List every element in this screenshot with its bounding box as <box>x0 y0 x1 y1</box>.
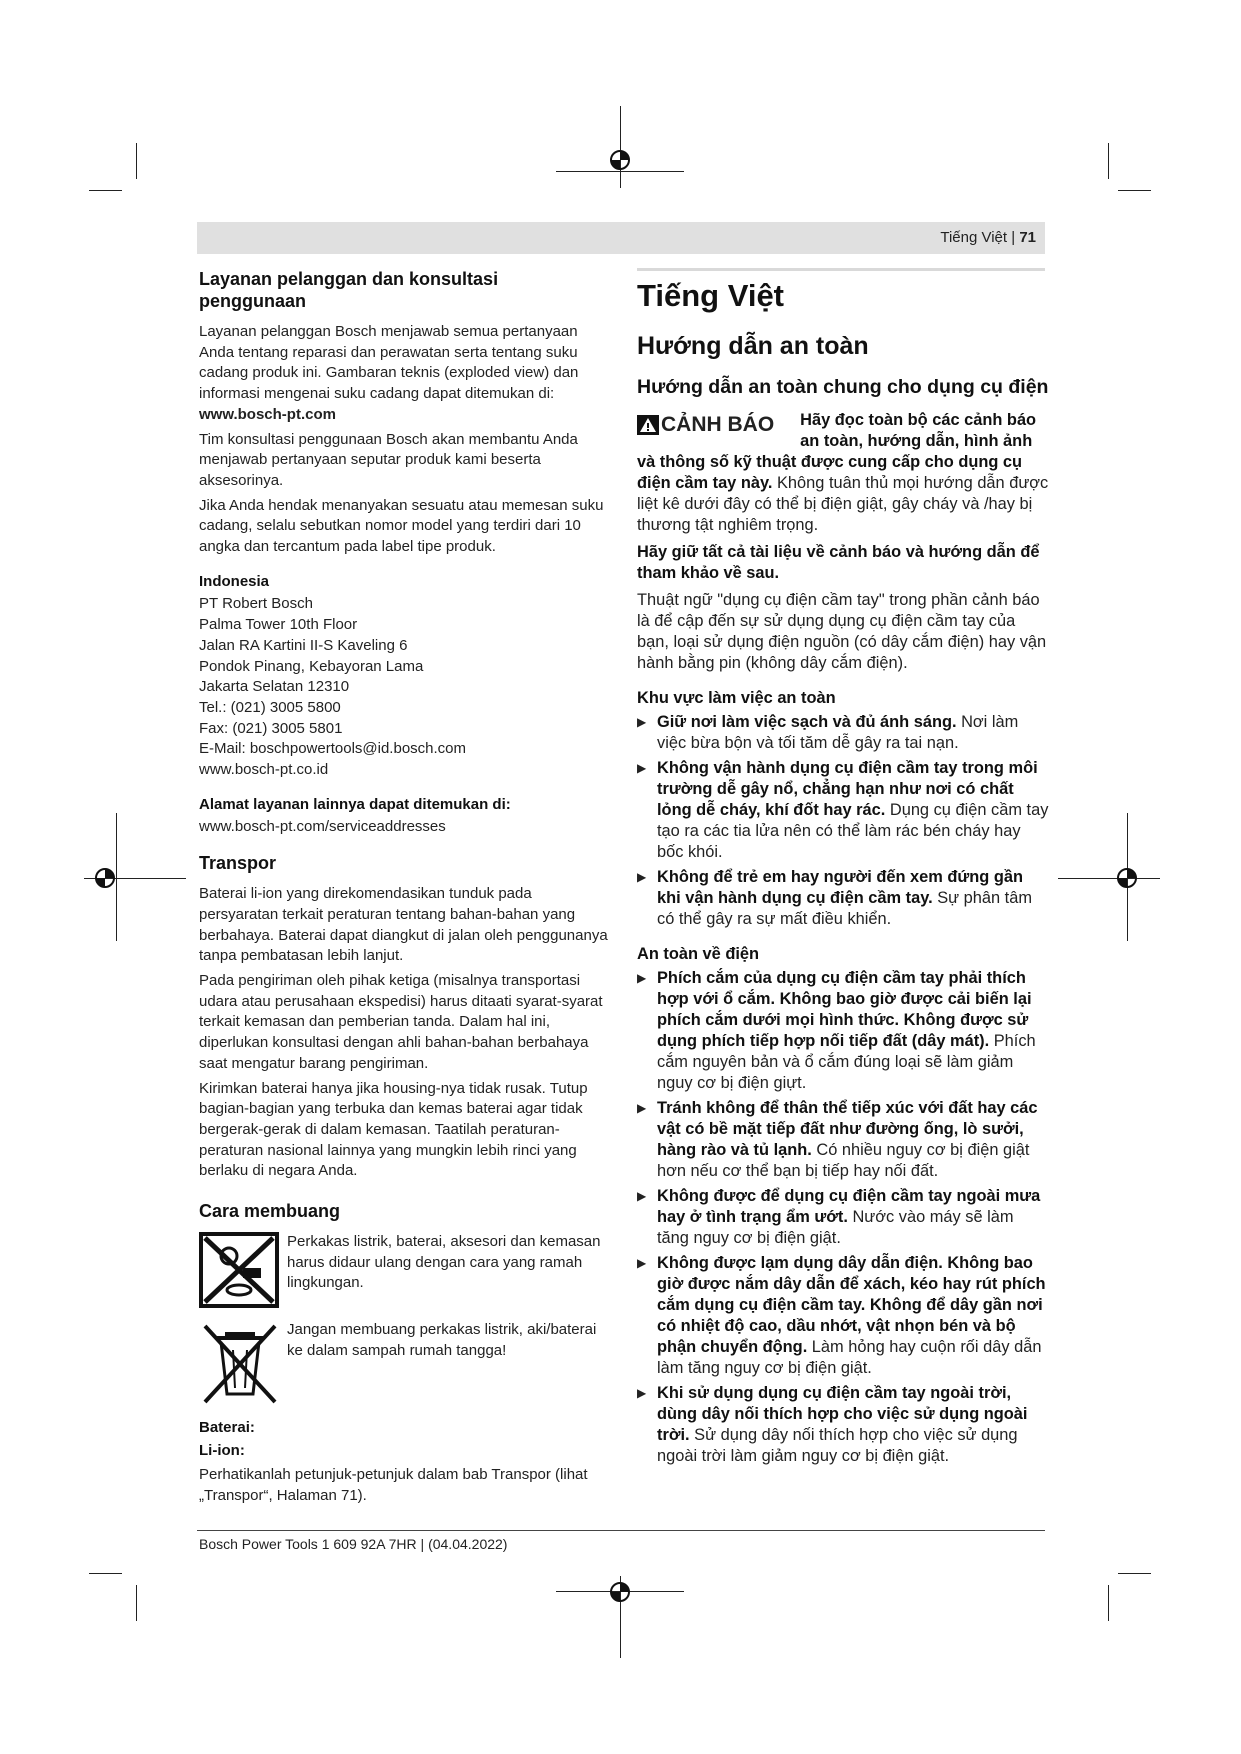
general-safety-heading: Hướng dẫn an toàn chung cho dụng cụ điện <box>637 376 1049 398</box>
footer-rule <box>197 1530 1045 1531</box>
registration-target-icon <box>92 865 118 891</box>
battery-label: Baterai: <box>199 1419 255 1437</box>
recycle-text: Perkakas listrik, baterai, aksesori dan kemasan harus didaur ulang dengan cara yang ramah lingkungan. <box>287 1233 601 1292</box>
registration-target-icon <box>607 147 633 173</box>
address-line: E-Mail: boschpowertools@id.bosch.com <box>199 740 467 758</box>
address-line: Fax: (021) 3005 5801 <box>199 719 343 737</box>
service-paragraph: Jika Anda hendak menanyakan sesuatu atau memesan suku cadang, selalu sebutkan nomor model yang terdiri dari 10 angka dan tercantum pada label tipe produk. <box>199 496 604 556</box>
list-item: ▶ Giữ nơi làm việc sạch và đủ ánh sáng. Nơi làm việc bừa bộn và tối tăm dễ gây ra tai nạn. <box>637 712 1049 754</box>
electrical-heading: An toàn về điện <box>637 945 760 963</box>
warning-triangle-icon <box>637 415 659 435</box>
page-footer: Bosch Power Tools 1 609 92A 7HR | (04.04.2022) <box>199 1536 508 1552</box>
transport-note: Perhatikanlah petunjuk-petunjuk dalam bab Transpor (lihat „Transpor“, Halaman 71). <box>199 1466 588 1505</box>
other-addresses-url[interactable]: www.bosch-pt.com/serviceaddresses <box>199 818 446 836</box>
bin-notice <box>199 1320 609 1408</box>
work-area-list <box>637 712 1049 930</box>
warning-label: CẢNH BÁO <box>637 414 774 435</box>
registration-target-icon <box>1114 865 1140 891</box>
title-rule <box>637 268 1045 271</box>
keep-docs: Hãy giữ tất cả tài liệu về cảnh báo và hướng dẫn để tham khảo về sau. <box>637 543 1040 582</box>
list-item: ▶ Khi sử dụng dụng cụ điện cầm tay ngoài trời, dùng dây nối thích hợp cho việc sử dụng ngoài trời. Sử dụng dây nối thích hợp cho việc sử dụng ngoài trời làm giảm nguy cơ bị điện giật. <box>637 1383 1049 1467</box>
address-line: Pondok Pinang, Kebayoran Lama <box>199 657 424 675</box>
list-item: ▶ Không được lạm dụng dây dẫn điện. Không bao giờ được nắm dây dẫn để xách, kéo hay rút phích cắm dụng cụ điện cầm tay. Không để dây gần nơi có nhiệt độ cao, dầu nhớt, vật nhọn bén và bộ phận chuyển động. Làm hỏng hay cuộn rối dây dẫn làm tăng nguy cơ bị điện giật. <box>637 1253 1049 1379</box>
service-url[interactable]: www.bosch-pt.com <box>199 405 336 423</box>
right-column <box>637 268 1049 1471</box>
crop-mark <box>1058 878 1160 879</box>
warning-bold: Hãy đọc toàn bộ các cảnh báo an toàn, hướng dẫn, hình ảnh và thông số kỹ thuật được cung cấp cho dụng cụ điện cầm tay này. <box>637 411 1037 492</box>
transport-paragraph: Kirimkan baterai hanya jika housing-nya tidak rusak. Tutup bagian-bagian yang terbuka dan kemas baterai agar tidak bergerak-gerak di dalam kemasan. Taatilah peraturan-peraturan nasional lainnya yang mungkin lebih rinci yang berlaku di negara Anda. <box>199 1079 588 1180</box>
other-addresses-label: Alamat layanan lainnya dapat ditemukan di: <box>199 795 511 813</box>
page-header: Tiếng Việt | 71 <box>940 229 1036 246</box>
term-definition: Thuật ngữ "dụng cụ điện cầm tay" trong phần cảnh báo là để cập đến sự sử dụng dụng cụ điện cầm tay của bạn, loại sử dụng điện nguồn (có dây cắm điện) hay vận hành bằng pin (không dây cắm điện). <box>637 591 1047 672</box>
service-paragraph: Layanan pelanggan Bosch menjawab semua pertanyaan Anda tentang reparasi dan perawatan serta tentang suku cadang produk ini. Gambaran teknis (exploded view) dan informasi mengenai suku cadang dapat ditemukan di: www.bosch-pt.com <box>199 323 579 423</box>
crop-mark <box>89 190 122 191</box>
crop-mark <box>1118 1573 1151 1574</box>
header-section: Tiếng Việt <box>940 229 1008 246</box>
crop-mark <box>136 1585 137 1621</box>
warning-paragraph <box>637 410 1049 536</box>
language-title: Tiếng Việt <box>637 278 785 313</box>
service-paragraph: Tim konsultasi penggunaan Bosch akan membantu Anda menjawab pertanyaan seputar produk kami beserta aksesorinya. <box>199 430 578 489</box>
address-line: www.bosch-pt.co.id <box>199 761 329 779</box>
address-country: Indonesia <box>199 572 270 590</box>
crop-mark <box>1118 190 1151 191</box>
service-heading: Layanan pelanggan dan konsultasi penggunaan <box>199 269 499 311</box>
crossed-out-bin-icon <box>199 1320 281 1408</box>
address-line: PT Robert Bosch <box>199 595 313 613</box>
crop-mark <box>1108 143 1109 179</box>
address-line: Tel.: (021) 3005 5800 <box>199 698 341 716</box>
transport-paragraph: Pada pengiriman oleh pihak ketiga (misalnya transportasi udara atau perusahaan ekspedisi) harus ditaati syarat-syarat terkait kemasan dan pemberian tanda. Dalam hal ini, diperlukan konsultasi dengan ahli bahan-bahan berbahaya saat mengatur barang pengiriman. <box>199 971 603 1072</box>
address-line: Jakarta Selatan 12310 <box>199 678 350 696</box>
electrical-list <box>637 968 1049 1467</box>
list-item: ▶ Phích cắm của dụng cụ điện cầm tay phải thích hợp với ổ cắm. Không bao giờ được cải biến lại phích cắm dưới mọi hình thức. Không được sử dụng phích tiếp hợp nối tiếp đất (dây mát). Phích cắm nguyên bản và ổ cắm đúng loại sẽ làm giảm nguy cơ bị điện giựt. <box>637 968 1049 1094</box>
page-number: 71 <box>1019 229 1036 246</box>
transport-heading: Transpor <box>199 853 277 874</box>
list-item: ▶ Tránh không để thân thể tiếp xúc với đất hay các vật có bề mặt tiếp đất như đường ống, lò sưởi, hàng rào và tủ lạnh. Có nhiều nguy cơ bị điện giật hơn nếu cơ thể bạn bị tiếp hay nối đất. <box>637 1098 1049 1182</box>
transport-paragraph: Baterai li-ion yang direkomendasikan tunduk pada persyaratan terkait peraturan tentang bahan-bahan yang berbahaya. Baterai dapat diangkut di jalan oleh penggunanya tanpa pembatasan lebih lanjut. <box>199 885 608 965</box>
page-header-bar <box>197 222 1045 254</box>
bin-text: Jangan membuang perkakas listrik, aki/baterai ke dalam sampah rumah tangga! <box>287 1321 597 1359</box>
warning-text: Không tuân thủ mọi hướng dẫn được liệt kê dưới đây có thể bị điện giật, gây cháy và /hay bị thương tật nghiêm trọng. <box>637 474 1049 534</box>
left-column <box>199 268 609 1511</box>
crop-mark <box>89 1573 122 1574</box>
liion-label: Li-ion: <box>199 1441 245 1459</box>
registration-target-icon <box>607 1579 633 1605</box>
work-area-heading: Khu vực làm việc an toàn <box>637 689 836 707</box>
address-line: Palma Tower 10th Floor <box>199 616 358 634</box>
address-line: Jalan RA Kartini II-S Kaveling 6 <box>199 636 408 654</box>
disposal-heading: Cara membuang <box>199 1201 341 1222</box>
list-item: ▶ Không để trẻ em hay người đến xem đứng gần khi vận hành dụng cụ điện cầm tay. Sự phân tâm có thể gây ra sự mất điều khiển. <box>637 867 1049 930</box>
crop-mark <box>1108 1585 1109 1621</box>
recycle-notice <box>199 1232 609 1310</box>
list-item: ▶ Không được để dụng cụ điện cầm tay ngoài mưa hay ở tình trạng ẩm ướt. Nước vào máy sẽ làm tăng nguy cơ bị điện giật. <box>637 1186 1049 1249</box>
crop-mark <box>136 143 137 179</box>
list-item: ▶ Không vận hành dụng cụ điện cầm tay trong môi trường dễ gây nổ, chẳng hạn như nơi có chất lỏng dễ cháy, khí đốt hay rác. Dụng cụ điện cầm tay tạo ra các tia lửa nên có thể làm rác bén cháy hay bốc khói. <box>637 758 1049 863</box>
recycle-no-dispose-icon <box>199 1232 281 1310</box>
safety-heading: Hướng dẫn an toàn <box>637 332 869 360</box>
